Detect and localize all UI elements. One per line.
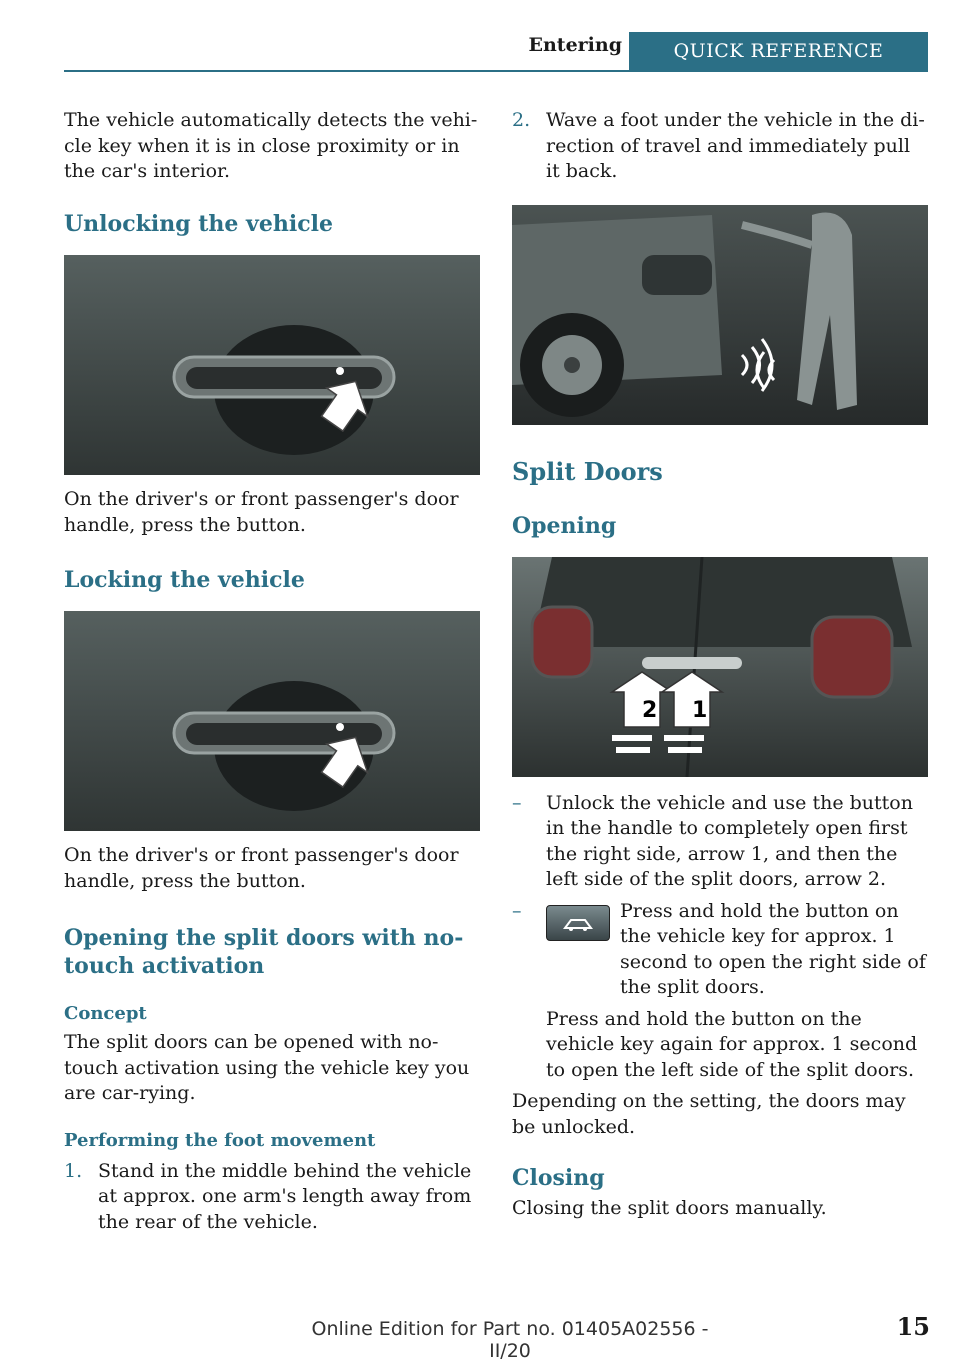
arrow-label-1: 1 xyxy=(692,697,708,723)
arrow-label-2: 2 xyxy=(642,697,658,723)
header-section-title: Entering xyxy=(528,34,622,56)
right-column xyxy=(512,108,928,1222)
bullet-dash: – xyxy=(512,791,522,814)
unlocking-text: On the driver's or front passenger's door handle, press the button. xyxy=(64,488,459,536)
split-doors-heading: Split Doors xyxy=(512,456,663,486)
depending-text: Depending on the setting, the doors may be unlocked. xyxy=(512,1090,906,1138)
left-column xyxy=(64,108,480,1235)
closing-heading: Closing xyxy=(512,1165,605,1191)
door-handle-lock-figure xyxy=(64,611,480,831)
no-touch-heading: Opening the split doors with no-touch activation xyxy=(64,925,464,979)
step-1 xyxy=(64,1159,480,1236)
step-1-number: 1. xyxy=(64,1159,83,1182)
foot-movement-figure xyxy=(512,205,928,425)
split-doors-opening-figure xyxy=(512,557,928,777)
footer-edition: Online Edition for Part no. 01405A02556 - II/20 xyxy=(311,1318,709,1362)
concept-text: The split doors can be opened with no-touch activation using the vehicle key you are car-rying. xyxy=(64,1031,470,1104)
foot-movement-heading: Performing the foot movement xyxy=(64,1129,376,1151)
locking-text: On the driver's or front passenger's door handle, press the button. xyxy=(64,844,459,892)
step-2-text: Wave a foot under the vehicle in the di-rection of travel and immediately pull it back. xyxy=(546,109,925,182)
page-number: 15 xyxy=(896,1312,930,1341)
locking-heading: Locking the vehicle xyxy=(64,567,305,593)
unlocking-heading: Unlocking the vehicle xyxy=(64,211,333,237)
vehicle-key-split-door-button-icon xyxy=(546,905,610,941)
bullet-dash: – xyxy=(512,899,522,922)
closing-text: Closing the split doors manually. xyxy=(512,1197,827,1219)
opening-heading: Opening xyxy=(512,512,617,539)
bullet-2-continued: Press and hold the button on the vehicle key again for approx. 1 second to open the left side of the split doors. xyxy=(546,1007,918,1081)
step-2-number: 2. xyxy=(512,109,531,131)
intro-paragraph: The vehicle automatically detects the vehi-cle key when it is in close proximity or in the car's interior. xyxy=(64,109,478,182)
bullet-unlock-handle xyxy=(512,791,928,893)
header-rule xyxy=(64,70,928,72)
door-handle-unlock-figure xyxy=(64,255,480,475)
concept-heading: Concept xyxy=(64,1003,147,1024)
step-1-text: Stand in the middle behind the vehicle at approx. one arm's length away from the rear of the vehicle. xyxy=(98,1159,472,1233)
step-2 xyxy=(512,108,928,185)
bullet-1-text: Unlock the vehicle and use the button in the handle to completely open first the right side, arrow 1, and then the left side of the split doors, arrow 2. xyxy=(546,791,913,890)
header-quick-reference-tab: QUICK REFERENCE xyxy=(629,32,928,71)
bullet-2-text: Press and hold the button on the vehicle key for approx. 1 second to open the right side of the split doors. xyxy=(620,899,926,998)
bullet-key-button xyxy=(512,899,928,1084)
